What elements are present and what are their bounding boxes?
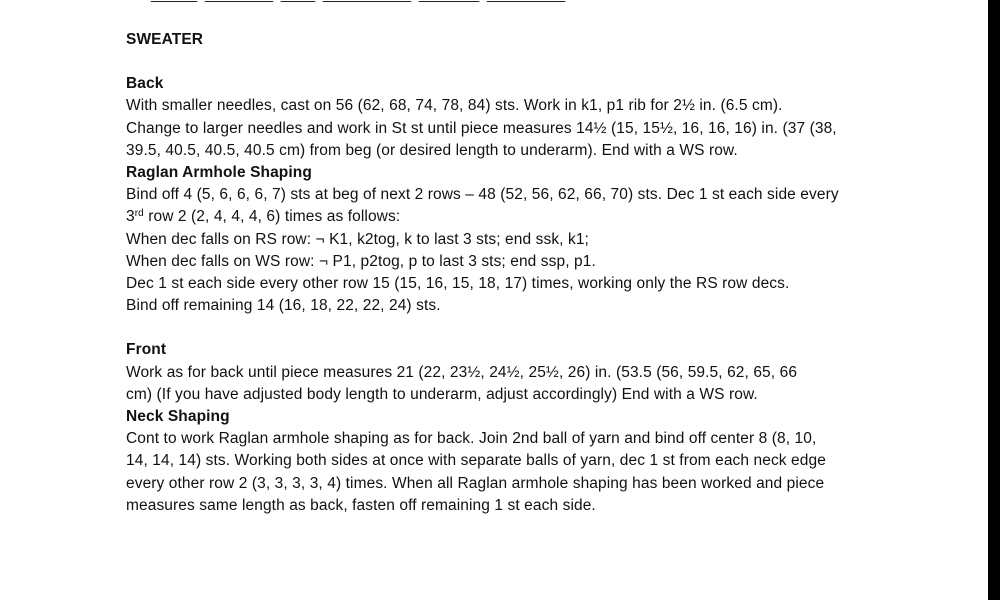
document-title: SWEATER [126,31,204,48]
spacer [126,51,886,73]
ordinal-number: 3 [126,208,135,226]
spacer [126,317,886,339]
front-line: cm) (If you have adjusted body length to underarm, adjust accordingly) End with a WS row. [126,385,758,403]
back-line: Change to larger needles and work in St st until piece measures 14½ (15, 15½, 16, 16, 16) in. (37 (38, [126,119,837,137]
front-line: Work as for back until piece measures 21 (22, 23½, 24½, 25½, 26) in. (53.5 (56, 59.5, 62, 65, 66 [126,363,798,381]
clipped-previous-text [150,0,670,2]
raglan-line: When dec falls on WS row: ¬ P1, p2tog, p to last 3 sts; end ssp, p1. [126,252,596,270]
neck-line: every other row 2 (3, 3, 3, 3, 4) times. When all Raglan armhole shaping has been worked and piece [126,474,825,492]
raglan-line [126,206,886,228]
back-line: 39.5, 40.5, 40.5, 40.5 cm) from beg (or desired length to underarm). End with a WS row. [126,141,738,159]
raglan-heading: Raglan Armhole Shaping [126,164,312,182]
raglan-line-rest: row 2 (2, 4, 4, 4, 6) times as follows: [143,208,401,226]
raglan-line: Bind off 4 (5, 6, 6, 6, 7) sts at beg of next 2 rows – 48 (52, 56, 62, 66, 70) sts. Dec 1 st each side every [126,186,839,204]
document-content [126,29,886,517]
back-line: With smaller needles, cast on 56 (62, 68, 74, 78, 84) sts. Work in k1, p1 rib for 2½ in. (6.5 cm). [126,97,783,115]
neck-line: measures same length as back, fasten off remaining 1 st each side. [126,496,596,514]
raglan-line: When dec falls on RS row: ¬ K1, k2tog, k to last 3 sts; end ssk, k1; [126,230,589,248]
neck-line: 14, 14, 14) sts. Working both sides at once with separate balls of yarn, dec 1 st from each neck edge [126,452,826,470]
neck-heading: Neck Shaping [126,408,230,426]
back-heading: Back [126,75,164,93]
front-heading: Front [126,341,167,359]
raglan-line: Bind off remaining 14 (16, 18, 22, 22, 24) sts. [126,297,441,315]
ordinal-suffix: rd [134,208,144,220]
neck-line: Cont to work Raglan armhole shaping as for back. Join 2nd ball of yarn and bind off center 8 (8, 10, [126,430,817,448]
raglan-line: Dec 1 st each side every other row 15 (15, 16, 15, 18, 17) times, working only the RS row decs. [126,275,790,293]
